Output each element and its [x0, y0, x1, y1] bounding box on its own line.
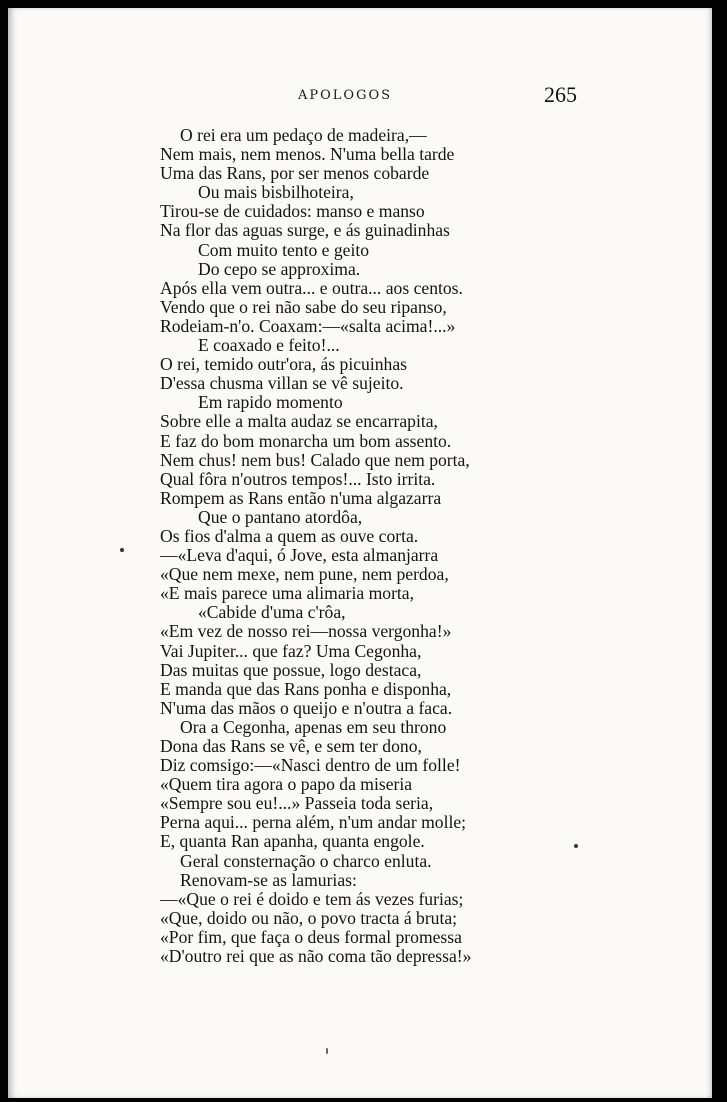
poem-line: «Cabide d'uma c'rôa,: [198, 602, 346, 623]
poem-line: Rodeiam-n'o. Coaxam:—«salta acima!...»: [160, 315, 456, 336]
poem-line: Geral consternação o charco enluta.: [180, 850, 432, 871]
poem-line: O rei era um pedaço de madeira,—: [180, 125, 427, 145]
poem-line: Os fios d'alma a quem as ouve corta.: [160, 525, 419, 546]
poem-line: Perna aqui... perna além, n'um andar molle;: [160, 812, 467, 833]
poem-line: Com muito tento e geito: [198, 239, 370, 260]
ink-speck: [574, 844, 578, 848]
poem-line: «Que, doido ou não, o povo tracta á bruta;: [160, 907, 458, 928]
poem-line: «E mais parece uma alimaria morta,: [160, 583, 415, 604]
poem-line: Rompem as Rans então n'uma algazarra: [160, 487, 442, 508]
poem-line: E faz do bom monarcha um bom assento.: [160, 430, 452, 451]
page-number: 265: [544, 82, 577, 107]
poem-line: Diz comsigo:—«Nasci dentro de um folle!: [160, 755, 461, 776]
poem-line: «Que nem mexe, nem pune, nem perdoa,: [160, 564, 449, 585]
poem-line: Uma das Rans, por ser menos cobarde: [160, 163, 430, 184]
poem-line: Vendo que o rei não sabe do seu ripanso,: [160, 296, 447, 317]
poem-line: Após ella vem outra... e outra... aos centos.: [160, 277, 463, 298]
poem-line: «Quem tira agora o papo da miseria: [160, 774, 413, 795]
poem-line: Qual fôra n'outros tempos!... Isto irrita.: [160, 468, 436, 489]
poem-line: O rei, temido outr'ora, ás picuinhas: [160, 354, 407, 375]
poem-line: N'uma das mãos o queijo e n'outra a faca.: [160, 697, 453, 718]
poem-line: Dona das Rans se vê, e sem ter dono,: [160, 736, 422, 756]
poem-line: Ou mais bisbilhoteira,: [198, 182, 354, 203]
running-header: APOLOGOS: [298, 88, 393, 103]
poem-line: Em rapido momento: [198, 392, 343, 413]
poem-line: «D'outro rei que as não coma tão depressa!»: [160, 946, 472, 967]
poem-line: —«Leva d'aqui, ó Jove, esta almanjarra: [160, 545, 439, 566]
poem-line: —«Que o rei é doido e tem ás vezes furias;: [160, 888, 464, 909]
ink-speck: [326, 1048, 328, 1054]
poem-line: Que o pantano atordôa,: [198, 506, 363, 527]
poem-line: Na flor das aguas surge, e ás guinadinhas: [160, 220, 450, 241]
poem-line: D'essa chusma villan se vê sujeito.: [160, 373, 404, 394]
poem-line: E manda que das Rans ponha e disponha,: [160, 678, 452, 699]
poem-line: Do cepo se approxima.: [198, 258, 361, 279]
poem-text: [160, 126, 471, 966]
poem-line: Tirou-se de cuidados: manso e manso: [160, 201, 425, 222]
poem-line: Sobre elle a malta audaz se encarrapita,: [160, 411, 438, 432]
book-page: [8, 8, 712, 1098]
poem-line: Vai Jupiter... que faz? Uma Cegonha,: [160, 640, 422, 661]
poem-line: «Em vez de nosso rei—nossa vergonha!»: [160, 621, 452, 642]
poem-line: Nem mais, nem menos. N'uma bella tarde: [160, 144, 455, 165]
poem-line: «Por fim, que faça o deus formal promessa: [160, 926, 462, 947]
ink-speck: [120, 548, 124, 552]
poem-line: Renovam-se as lamurias:: [180, 869, 357, 890]
poem-line: E, quanta Ran apanha, quanta engole.: [160, 831, 425, 852]
poem-line: Nem chus! nem bus! Calado que nem porta,: [160, 449, 470, 470]
poem-line: Das muitas que possue, logo destaca,: [160, 659, 422, 680]
poem-line: «Sempre sou eu!...» Passeia toda seria,: [160, 793, 434, 814]
poem-line: E coaxado e feito!...: [198, 335, 340, 356]
poem-line: Ora a Cegonha, apenas em seu throno: [180, 716, 447, 737]
